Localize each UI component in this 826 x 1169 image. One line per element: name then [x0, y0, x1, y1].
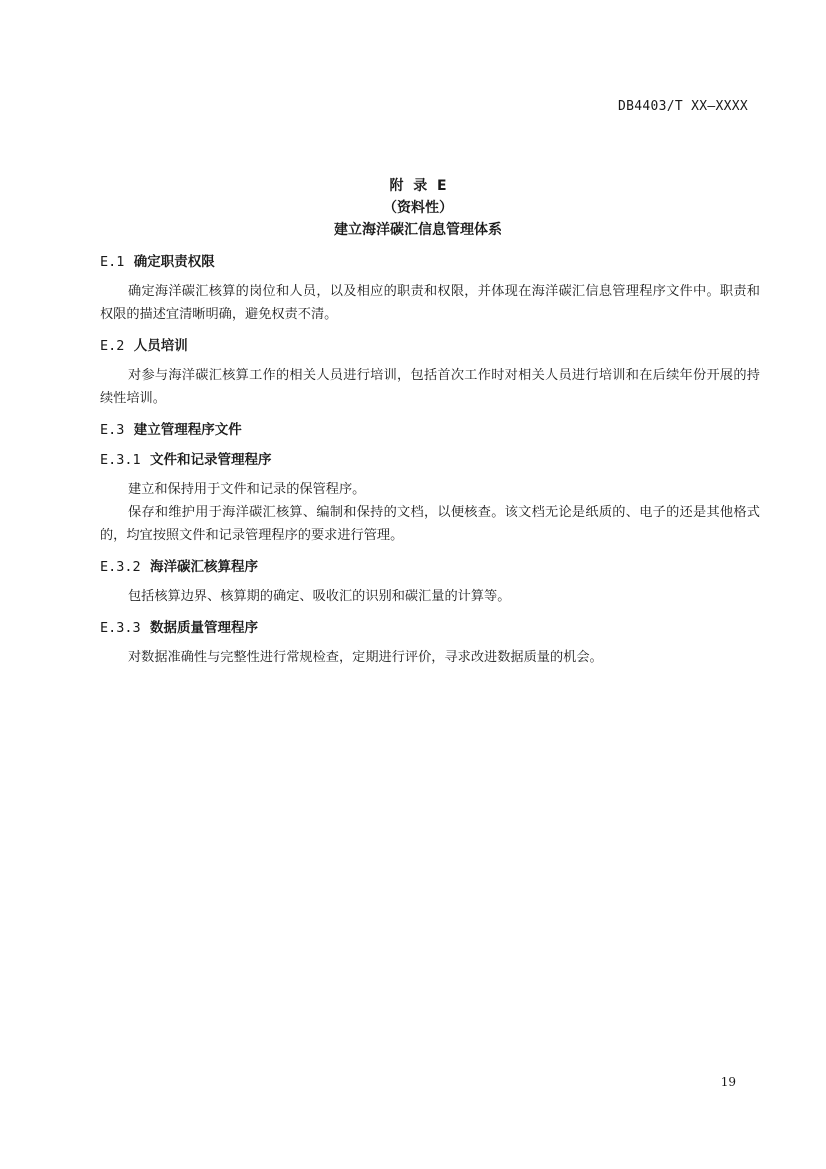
section-e2-heading — [100, 336, 760, 356]
section-title: 海洋碳汇核算程序 — [150, 559, 259, 575]
document-code: DB4403/T XX—XXXX — [617, 99, 748, 114]
section-number: E.2 — [100, 338, 125, 354]
section-title: 建立管理程序文件 — [133, 422, 242, 438]
section-e3-heading — [100, 420, 760, 440]
section-e33-heading — [100, 618, 760, 638]
section-e33-paragraph: 对数据准确性与完整性进行常规检查，定期进行评价，寻求改进数据质量的机会。 — [128, 650, 603, 665]
section-title: 确定职责权限 — [133, 254, 215, 270]
section-e31-paragraph-1: 建立和保持用于文件和记录的保管程序。 — [128, 482, 366, 497]
section-number: E.3.3 — [100, 620, 141, 636]
section-number: E.1 — [100, 254, 125, 270]
annex-title: 建立海洋碳汇信息管理体系 — [334, 222, 502, 238]
annex-label: 附 录 E — [389, 178, 447, 194]
section-e32-heading — [100, 557, 760, 577]
section-e1-paragraph: 确定海洋碳汇核算的岗位和人员，以及相应的职责和权限，并体现在海洋碳汇信息管理程序文件中。职责和权限的描述宜清晰明确，避免权责不清。 — [100, 284, 760, 322]
annex-heading — [0, 175, 826, 241]
section-e2-paragraph: 对参与海洋碳汇核算工作的相关人员进行培训，包括首次工作时对相关人员进行培训和在后续年份开展的持续性培训。 — [100, 368, 760, 406]
section-title: 文件和记录管理程序 — [150, 452, 272, 468]
page-number: 19 — [720, 1075, 736, 1089]
section-e1-heading — [100, 252, 760, 272]
section-e31-heading — [100, 450, 760, 470]
section-title: 人员培训 — [133, 338, 188, 354]
section-title: 数据质量管理程序 — [150, 620, 259, 636]
section-e32-paragraph: 包括核算边界、核算期的确定、吸收汇的识别和碳汇量的计算等。 — [128, 589, 511, 604]
section-number: E.3 — [100, 422, 125, 438]
section-number: E.3.1 — [100, 452, 141, 468]
annex-type: （资料性） — [383, 200, 453, 216]
section-e31-paragraph-2: 保存和维护用于海洋碳汇核算、编制和保持的文档，以便核查。该文档无论是纸质的、电子的还是其他格式的，均宜按照文件和记录管理程序的要求进行管理。 — [100, 505, 760, 543]
document-body — [100, 252, 760, 669]
section-number: E.3.2 — [100, 559, 141, 575]
